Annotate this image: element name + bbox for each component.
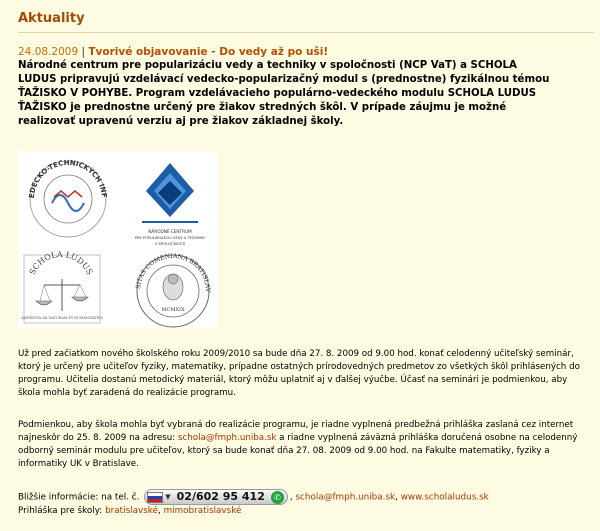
application-line: Prihláška pre školy: bratislavské, mimobratislavské bbox=[18, 506, 242, 516]
website-link[interactable]: www.scholaludus.sk bbox=[400, 492, 489, 503]
ncp-vat-logo bbox=[135, 163, 206, 246]
application-label: Prihláška pre školy: bbox=[18, 506, 103, 516]
headline-separator: | bbox=[81, 46, 86, 58]
info-email-link[interactable]: schola@fmph.uniba.sk bbox=[295, 492, 396, 503]
article-title-link[interactable]: Tvorivé objavovanie - Do vedy až po uši! bbox=[88, 46, 329, 58]
cvti-logo-text: EDECKO-TECHNICKÝCH INF bbox=[27, 158, 109, 199]
news-article bbox=[18, 46, 558, 129]
title-divider bbox=[18, 32, 594, 33]
application-link-bratislava[interactable]: bratislavské bbox=[105, 506, 158, 516]
article-lead: Národné centrum pre popularizáciu vedy a techniky v spoločnosti (NCP VaT) a SCHOLA LUDUS pripravujú vzdelávací vedecko-popularizačný modul s (prednostne) fyzikálnou témou ŤAŽISKO V POHYBE. Program vzdelávacieho populárno-vedeckého modulu SCHOLA LUDUS ŤAŽISKO je prednostne určený pre žiakov stredných škôl. V prípade záujmu je možné realizovať upravenú verziu aj pre žiakov základnej školy. bbox=[18, 60, 550, 127]
conditions-paragraph bbox=[18, 419, 583, 471]
article-date: 24.08.2009 bbox=[18, 46, 79, 58]
conditions-text-end: a riadne vyplnená záväzná prihláška doručená osobne na celodenný odborný seminár modulu pre učiteľov, ktorý sa bude konať dňa 27. 08. 2009 od 9.00 hod. na Fakulte matematiky, fyziky a informatiky UK v Bratislave. bbox=[18, 432, 578, 469]
dropdown-arrow-icon: ▼ bbox=[165, 493, 171, 501]
section-title: Aktuality bbox=[18, 11, 85, 26]
ncp-line3: V SPOLOČNOSTI bbox=[154, 241, 186, 246]
seminar-paragraph: Už pred začiatkom nového školského roku 2009/2010 sa bude dňa 27. 8. 2009 od 9.00 hod. konať celodenný učiteľský seminár, ktorý je určený pre učiteľov fyziky, matematiky, prípadne ostatných prírodovedných predmetov zo všetkých škôl prihlásených do programu. Učitelia dostanú metodický materiál, ktorý môžu uplatniť aj v ďalšej výučbe. Účasť na seminári je podmienkou, aby škola mohla byť zaradená do realizácie programu. bbox=[18, 349, 580, 398]
logos-graphic bbox=[18, 151, 218, 328]
slovak-flag-icon bbox=[147, 492, 163, 503]
conditions-text-start: Podmienkou, aby škola mohla byť vybraná do realizácie programu, je riadne vyplnená predbežná prihláška zaslaná cez internet najneskôr do 25. 8. 2009 na adresu: bbox=[18, 420, 574, 443]
comenius-seal-year: MCMXIX bbox=[161, 307, 185, 313]
article-headline bbox=[18, 46, 558, 59]
schola-logo-name: SCHOLA LUDUS bbox=[27, 249, 95, 277]
conditions-email-link[interactable]: schola@fmph.uniba.sk bbox=[177, 432, 277, 443]
phone-number: 02/602 95 412 bbox=[176, 490, 265, 503]
partner-logos bbox=[18, 151, 218, 328]
schola-logo-motto: SAPIENTIA AD NATURAM ET HUMANITATEM bbox=[21, 316, 103, 320]
ncp-line2: PRE POPULARIZÁCIU VEDY A TECHNIKY bbox=[134, 236, 206, 240]
phone-widget[interactable] bbox=[144, 489, 288, 505]
comenius-seal-text: SITAS COMENIANA BRATISLAV bbox=[135, 252, 212, 293]
ncp-line1: NÁRODNÉ CENTRUM bbox=[148, 229, 192, 234]
phone-call-icon[interactable]: ✆ bbox=[271, 491, 284, 504]
schola-ludus-logo bbox=[21, 250, 103, 323]
contact-info bbox=[18, 489, 583, 518]
info-label: Bližšie informácie: na tel. č. bbox=[18, 492, 140, 503]
contact-line: Bližšie informácie: na tel. č. ▼ 02/602 95 412 ✆ , schola@fmph.uniba.sk, www.scholaludus.sk bbox=[18, 490, 489, 503]
cvti-logo bbox=[18, 151, 108, 237]
application-link-outside-bratislava[interactable]: mimobratislavské bbox=[163, 506, 242, 516]
